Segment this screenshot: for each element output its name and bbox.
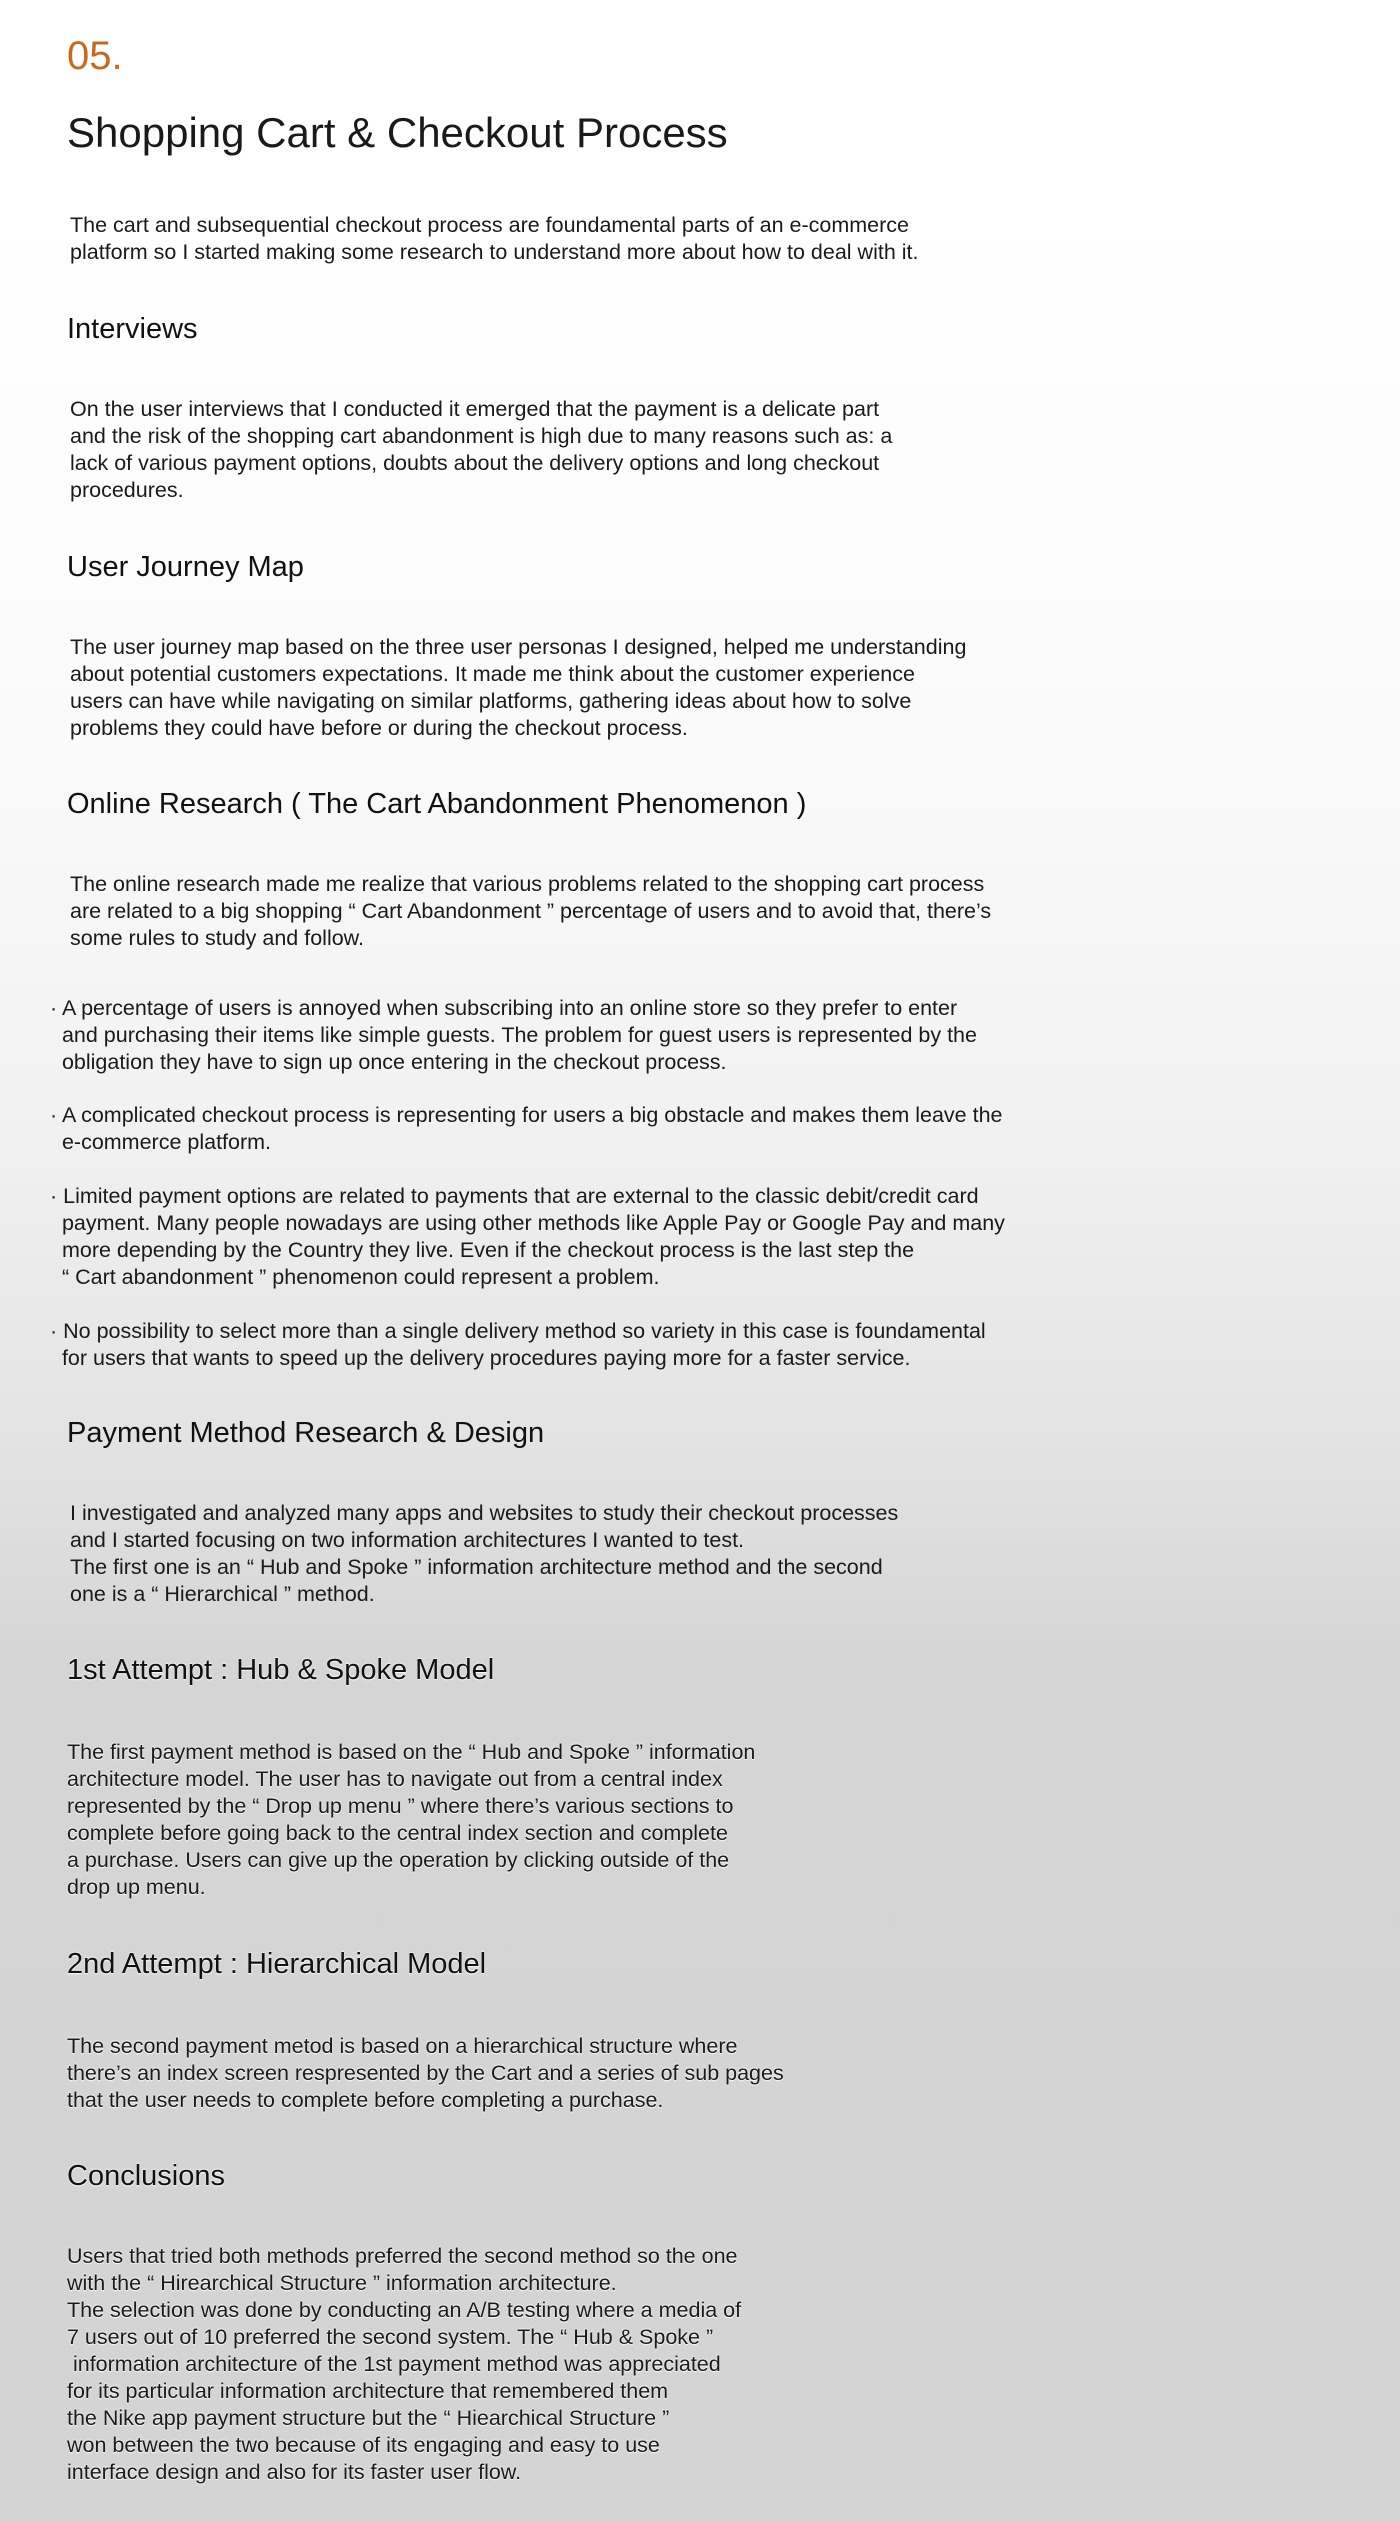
research-bullet-delivery-method: · No possibility to select more than a single delivery method so variety in this case is foundamental for users that wants to speed up the delivery procedures paying more for a faster service. bbox=[50, 1319, 986, 1370]
research-bullet-complicated-checkout: · A complicated checkout process is representing for users a big obstacle and makes them leave the e-commerce platform. bbox=[50, 1103, 1003, 1154]
research-bullet-guest-checkout: · A percentage of users is annoyed when subscribing into an online store so they prefer to enter and purchasing their items like simple guests. The problem for guest users is represented by the obligation they have to sign up once entering in the checkout process. bbox=[50, 996, 977, 1074]
payment-research-heading: Payment Method Research & Design bbox=[67, 1417, 545, 1449]
online-research-heading: Online Research ( The Cart Abandonment Phenomenon ) bbox=[67, 788, 807, 820]
online-research-paragraph: The online research made me realize that various problems related to the shopping cart process are related to a big shopping “ Cart Abandonment ” percentage of users and to avoid that, there’s some rules to study and follow. bbox=[70, 872, 992, 950]
payment-research-paragraph: I investigated and analyzed many apps and websites to study their checkout processes and I started focusing on two information architectures I wanted to test. The first one is an “ Hub and Spoke ” information architecture method and the second one is a “ Hierarchical ” method. bbox=[70, 1501, 899, 1606]
interviews-heading: Interviews bbox=[67, 313, 198, 345]
page-title: Shopping Cart & Checkout Process bbox=[67, 109, 728, 156]
journey-map-paragraph: The user journey map based on the three user personas I designed, helped me understanding about potential customers expectations. It made me think about the customer experience users can have while navigating on similar platforms, gathering ideas about how to solve problems they could have before or during the checkout process. bbox=[70, 635, 967, 740]
attempt1-heading: 1st Attempt : Hub & Spoke Model bbox=[67, 1654, 495, 1686]
interviews-paragraph: On the user interviews that I conducted it emerged that the payment is a delicate part and the risk of the shopping cart abandonment is high due to many reasons such as: a lack of various payment options, doubts about the delivery options and long checkout procedures. bbox=[70, 397, 893, 502]
section-number: 05. bbox=[67, 34, 123, 78]
attempt2-heading: 2nd Attempt : Hierarchical Model bbox=[67, 1948, 487, 1980]
journey-map-heading: User Journey Map bbox=[67, 551, 304, 583]
conclusions-paragraph: Users that tried both methods preferred the second method so the one with the “ Hirearchical Structure ” information architecture. The selection was done by conducting an A/B testing where a media of 7 users out of 10 preferred the second system. The “ Hub & Spoke ” information architecture of the 1st payment method was appreciated for its particular information architecture that remembered them the Nike app payment structure but the “ Hiearchical Structure ” won between the two because of its engaging and easy to use interface design and also for its faster user flow. bbox=[67, 2244, 742, 2484]
conclusions-heading: Conclusions bbox=[67, 2160, 225, 2192]
attempt1-paragraph: The first payment method is based on the “ Hub and Spoke ” information architecture model. The user has to navigate out from a central index represented by the “ Drop up menu ” where there’s various sections to complete before going back to the central index section and complete a purchase. Users can give up the operation by clicking outside of the drop up menu. bbox=[67, 1740, 756, 1899]
attempt2-paragraph: The second payment metod is based on a hierarchical structure where there’s an index screen respresented by the Cart and a series of sub pages that the user needs to complete before completing a purchase. bbox=[67, 2034, 784, 2112]
research-bullet-payment-options: · Limited payment options are related to payments that are external to the classic debit/credit card payment. Many people nowadays are using other methods like Apple Pay or Google Pay and many more depending by the Country they live. Even if the checkout process is the last step the “ Cart abandonment ” phenomenon could represent a problem. bbox=[50, 1184, 1005, 1289]
intro-paragraph: The cart and subsequential checkout process are foundamental parts of an e-commerce platform so I started making some research to understand more about how to deal with it. bbox=[70, 213, 919, 264]
